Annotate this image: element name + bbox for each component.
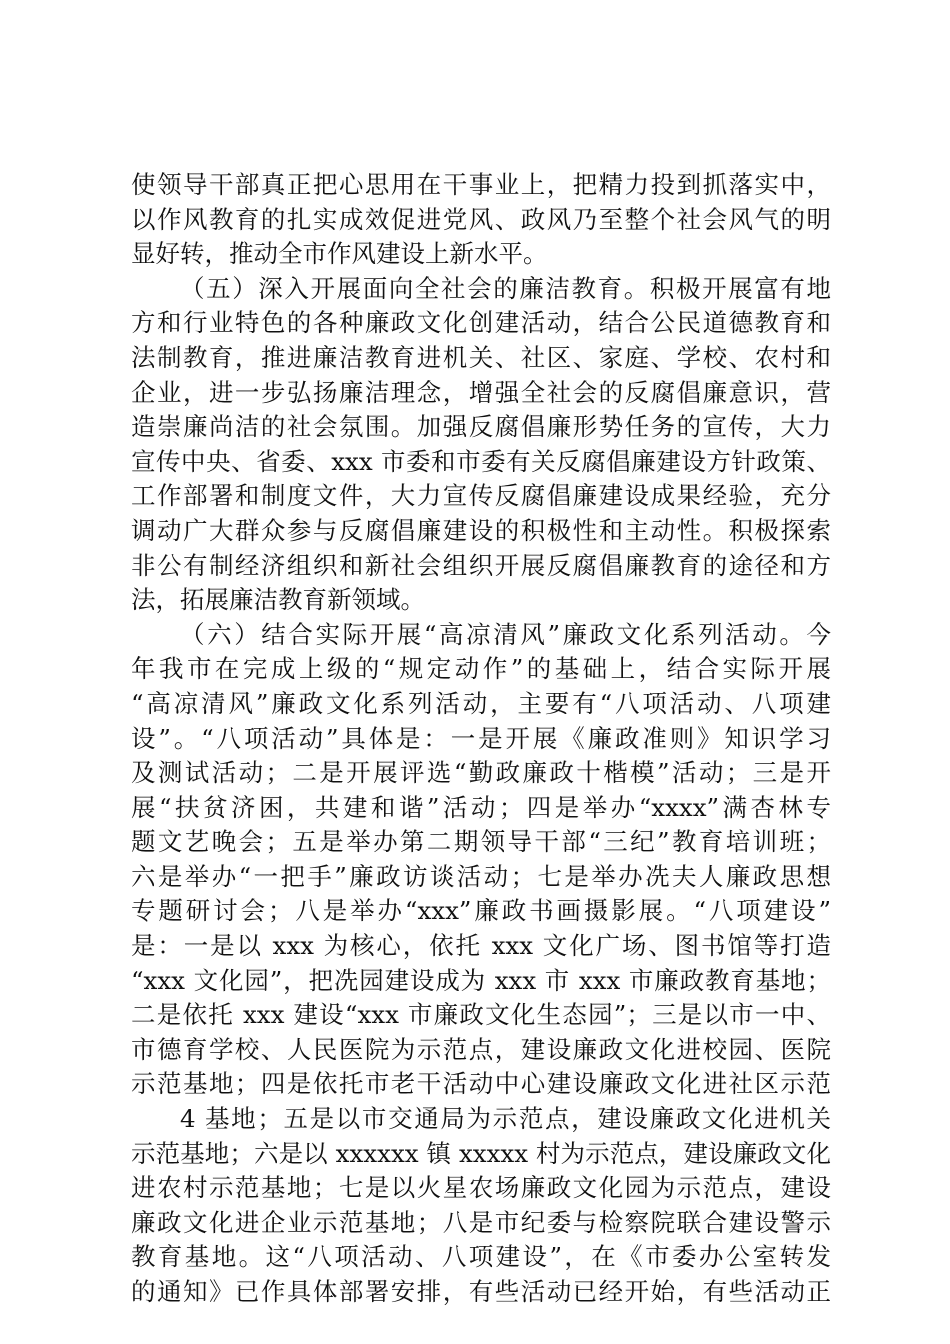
text-line: 显好转，推动全市作风建设上新水平。 [131, 239, 548, 269]
text-line: 教育基地。这“八项活动、八项建设”，在《市委办公室转发 [131, 1242, 831, 1272]
text-line: 的通知》已作具体部署安排，有些活动已经开始，有些活动正 [131, 1277, 831, 1306]
text-line: 4 基地；五是以市交通局为示范点，建设廉政文化进机关 [180, 1104, 831, 1134]
text-line: 是：一是以 xxx 为核心，依托 xxx 文化广场、图书馆等打造 [131, 931, 831, 961]
text-line: 及测试活动；二是开展评选“勤政廉政十楷模”活动；三是开 [131, 758, 831, 788]
text-line: 宣传中央、省委、xxx 市委和市委有关反腐倡廉建设方针政策、 [131, 446, 831, 476]
text-line: 方和行业特色的各种廉政文化创建活动，结合公民道德教育和 [131, 308, 831, 338]
text-line: 示范基地；六是以 xxxxxx 镇 xxxxx 村为示范点，建设廉政文化 [131, 1138, 831, 1168]
text-line: 市德育学校、人民医院为示范点，建设廉政文化进校园、医院 [131, 1034, 831, 1064]
text-line: 廉政文化进企业示范基地；八是市纪委与检察院联合建设警示 [131, 1207, 831, 1237]
text-line: （六）结合实际开展“高凉清风”廉政文化系列活动。今 [180, 619, 831, 649]
text-line: 造崇廉尚洁的社会氛围。加强反腐倡廉形势任务的宣传，大力 [131, 412, 831, 442]
text-line: 调动广大群众参与反腐倡廉建设的积极性和主动性。积极探索 [131, 515, 831, 545]
text-line: 非公有制经济组织和新社会组织开展反腐倡廉教育的途径和方 [131, 550, 831, 580]
text-line: 六是举办“一把手”廉政访谈活动；七是举办冼夫人廉政思想 [131, 861, 831, 891]
text-line: 题文艺晚会；五是举办第二期领导干部“三纪”教育培训班； [131, 827, 831, 857]
text-line: 示范基地；四是依托市老干活动中心建设廉政文化进社区示范 [131, 1069, 831, 1099]
text-line: 二是依托 xxx 建设“xxx 市廉政文化生态园”；三是以市一中、 [131, 1000, 831, 1030]
text-line: 工作部署和制度文件，大力宣传反腐倡廉建设成果经验，充分 [131, 481, 831, 511]
text-line: 法制教育，推进廉洁教育进机关、社区、家庭、学校、农村和 [131, 342, 831, 372]
text-line: “xxx 文化园”，把冼园建设成为 xxx 市 xxx 市廉政教育基地； [131, 965, 831, 995]
text-line: 年我市在完成上级的“规定动作”的基础上，结合实际开展 [131, 654, 831, 684]
text-line: 展“扶贫济困，共建和谐”活动；四是举办“xxxx”满杏林专 [131, 792, 831, 822]
text-line: 法，拓展廉洁教育新领域。 [131, 585, 425, 615]
text-line: “高凉清风”廉政文化系列活动，主要有“八项活动、八项建 [131, 688, 831, 718]
text-line: 进农村示范基地；七是以火星农场廉政文化园为示范点，建设 [131, 1173, 831, 1203]
document-body-text [131, 168, 831, 1310]
text-line: （五）深入开展面向全社会的廉洁教育。积极开展富有地 [180, 273, 831, 303]
text-line: 使领导干部真正把心思用在干事业上，把精力投到抓落实中， [131, 170, 831, 199]
text-line: 以作风教育的扎实成效促进党风、政风乃至整个社会风气的明 [131, 204, 831, 234]
text-line: 设”。“八项活动”具体是：一是开展《廉政准则》知识学习 [131, 723, 831, 753]
text-line: 专题研讨会；八是举办“xxx”廉政书画摄影展。“八项建设” [131, 896, 831, 926]
text-line: 企业，进一步弘扬廉洁理念，增强全社会的反腐倡廉意识，营 [131, 377, 831, 407]
